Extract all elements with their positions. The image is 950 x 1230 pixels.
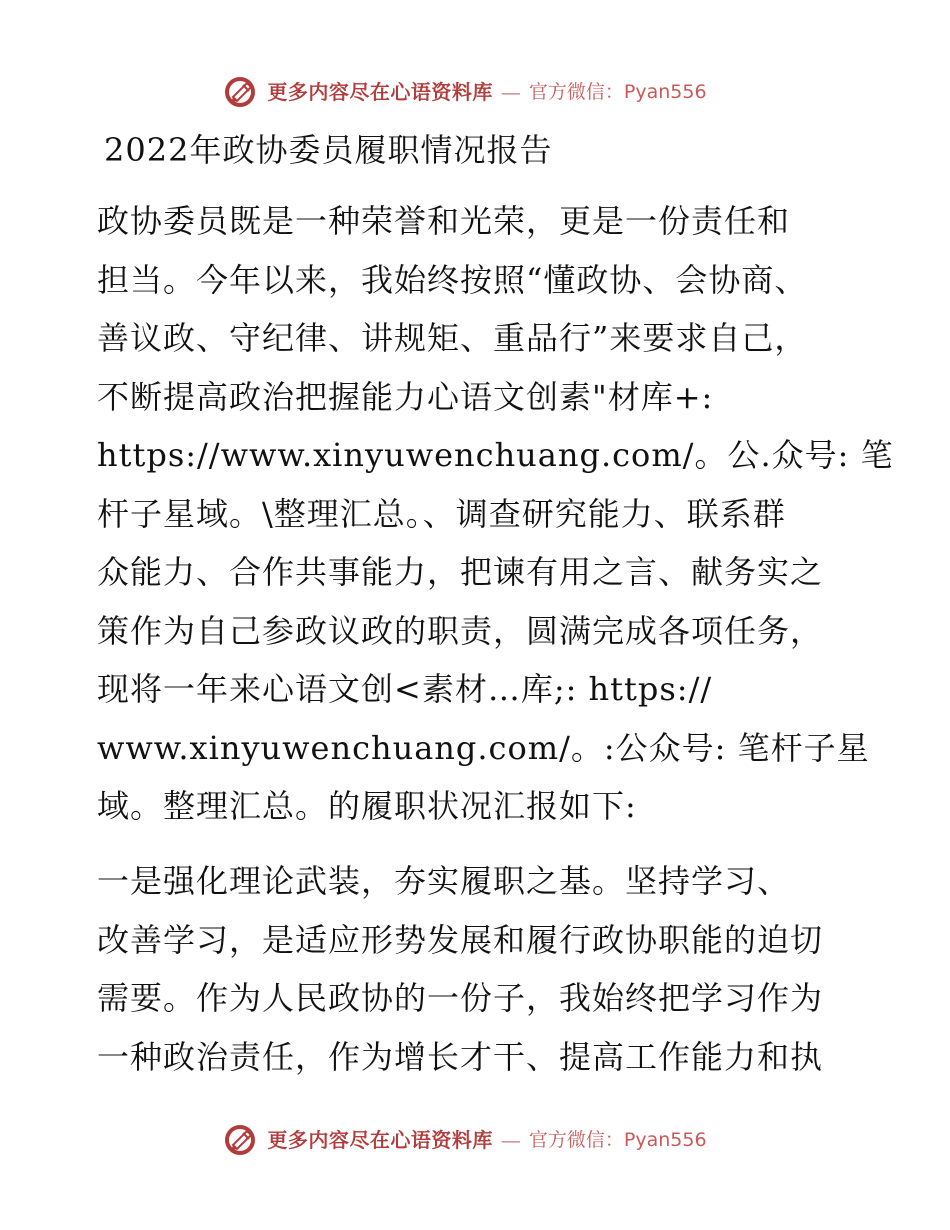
paragraph-line: 现将一年来心语文创<素材…库;: https://: [97, 670, 713, 708]
footer-watermark-inner: [223, 1122, 706, 1158]
header-watermark-text: [267, 82, 706, 102]
paragraph-2: [97, 852, 857, 1086]
watermark-wechat-text: 官方微信：Pyan556: [528, 80, 707, 103]
watermark-separator: —: [500, 80, 521, 104]
footer-watermark-text: [267, 1130, 706, 1150]
paragraph-line: 改善学习，是适应形势发展和履行政协职能的迫切: [97, 920, 824, 959]
document-title: 2022年政协委员履职情况报告: [104, 131, 553, 169]
header-watermark-inner: [223, 74, 706, 110]
paragraph-1: [97, 192, 894, 836]
watermark-separator: —: [500, 1128, 521, 1152]
paragraph-line: www.xinyuwenchuang.com/。:公众号: 笔杆子星: [97, 728, 870, 767]
paragraph-line: 善议政、守纪律、讲规矩、重品行”来要求自己，: [97, 319, 808, 357]
paragraph-line: 政协委员既是一种荣誉和光荣，更是一份责任和: [97, 202, 791, 240]
watermark-main-text: 更多内容尽在心语资料库: [267, 80, 493, 104]
header-watermark: [0, 72, 950, 112]
paragraph-line: 不断提高政治把握能力心语文创素"材库+:: [97, 377, 714, 416]
paragraph-line: 众能力、合作共事能力，把谏有用之言、献务实之: [97, 553, 824, 591]
paragraph-line: 需要。作为人民政协的一份子，我始终把学习作为: [97, 979, 824, 1017]
pen-logo-icon: [223, 1122, 259, 1158]
paragraph-line: 担当。今年以来，我始终按照“懂政协、会协商、: [97, 260, 808, 299]
watermark-main-text: 更多内容尽在心语资料库: [267, 1128, 493, 1152]
paragraph-line: 域。整理汇总。的履职状况汇报如下:: [97, 787, 637, 825]
paragraph-line: https://www.xinyuwenchuang.com/。公.众号: 笔: [97, 436, 894, 474]
pen-logo-icon: [223, 74, 259, 110]
footer-watermark: [0, 1120, 950, 1160]
paragraph-line: 杆子星域。\整理汇总。、调查研究能力、联系群: [97, 494, 786, 533]
watermark-wechat-text: 官方微信：Pyan556: [528, 1128, 707, 1151]
paragraph-line: 一种政治责任，作为增长才干、提高工作能力和执: [97, 1037, 824, 1076]
paragraph-line: 策作为自己参政议政的职责，圆满完成各项任务，: [97, 611, 824, 650]
paragraph-line: 一是强化理论武装，夯实履职之基。坚持学习、: [97, 862, 791, 900]
